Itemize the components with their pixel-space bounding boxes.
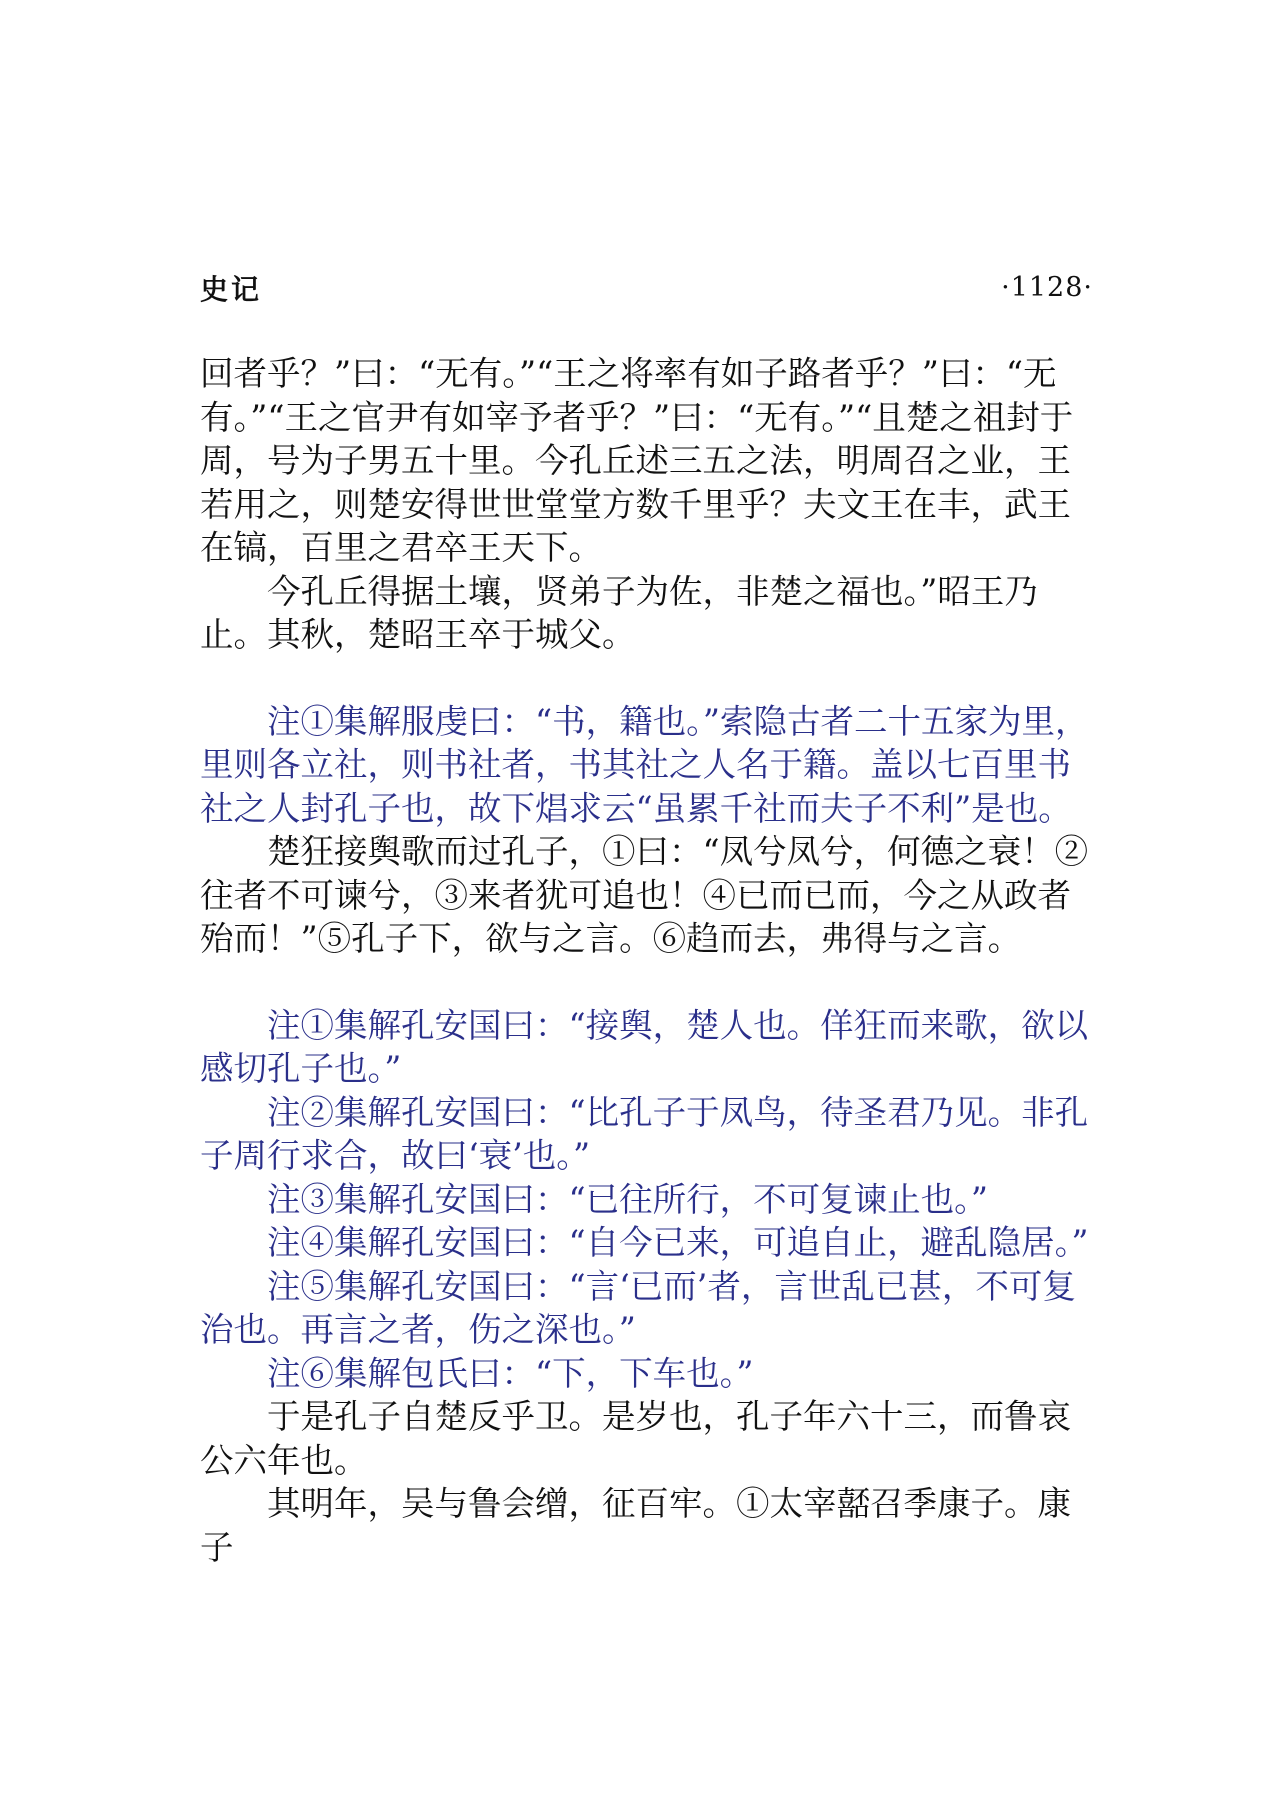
body-paragraph: 今孔丘得据土壤，贤弟子为佐，非楚之福也。”昭王乃止。其秋，楚昭王卒于城父。	[200, 571, 1038, 654]
annotation-note: 注③集解孔安国曰：“已往所行，不可复谏止也。”	[267, 1179, 989, 1219]
annotation-note: 注①集解孔安国曰：“接舆，楚人也。佯狂而来歌，欲以感切孔子也。”	[200, 1005, 1089, 1088]
annotation-note: 注⑥集解包氏曰：“下，下车也。”	[267, 1353, 754, 1393]
book-title: 史记	[200, 273, 263, 306]
page-body	[200, 352, 1093, 1569]
annotation-note: 注④集解孔安国曰：“自今已来，可追自止，避乱隐居。”	[267, 1223, 1089, 1262]
body-paragraph: 回者乎？”曰：“无有。”“王之将率有如子路者乎？”曰：“无有。”“王之官尹有如宰予者乎？”曰：“无有。”“且楚之祖封于周，号为子男五十里。今孔丘述三五之法，明周召之业，王若用之，则楚安得世世堂堂方数千里乎？夫文王在丰，武王在镐，百里之君卒王天下。	[200, 354, 1074, 567]
body-paragraph: 其明年，吴与鲁会缯，征百牢。①太宰嚭召季康子。康子	[200, 1484, 1071, 1567]
paragraph-gap	[200, 657, 1093, 700]
paragraph-gap	[200, 961, 1093, 1004]
page-header	[200, 268, 1093, 308]
body-paragraph: 于是孔子自楚反乎卫。是岁也，孔子年六十三，而鲁哀公六年也。	[200, 1397, 1071, 1480]
page-number: ·1128·	[1001, 272, 1093, 303]
annotation-note: 注⑤集解孔安国曰：“言‘已而’者，言世乱已甚，不可复治也。再言之者，伤之深也。”	[200, 1266, 1076, 1349]
body-paragraph: 楚狂接舆歌而过孔子，①曰：“凤兮凤兮，何德之衰！②往者不可谏兮，③来者犹可追也！④已而已而，今之从政者殆而！”⑤孔子下，欲与之言。⑥趋而去，弗得与之言。	[200, 832, 1089, 958]
annotation-note: 注②集解孔安国曰：“比孔子于凤鸟，待圣君乃见。非孔子周行求合，故曰‘衰’也。”	[200, 1092, 1089, 1175]
annotation-note: 注①集解服虔曰：“书，籍也。”索隐古者二十五家为里，里则各立社，则书社者，书其社之人名于籍。盖以七百里书社之人封孔子也，故下焻求云“虽累千社而夫子不利”是也。	[200, 701, 1089, 828]
